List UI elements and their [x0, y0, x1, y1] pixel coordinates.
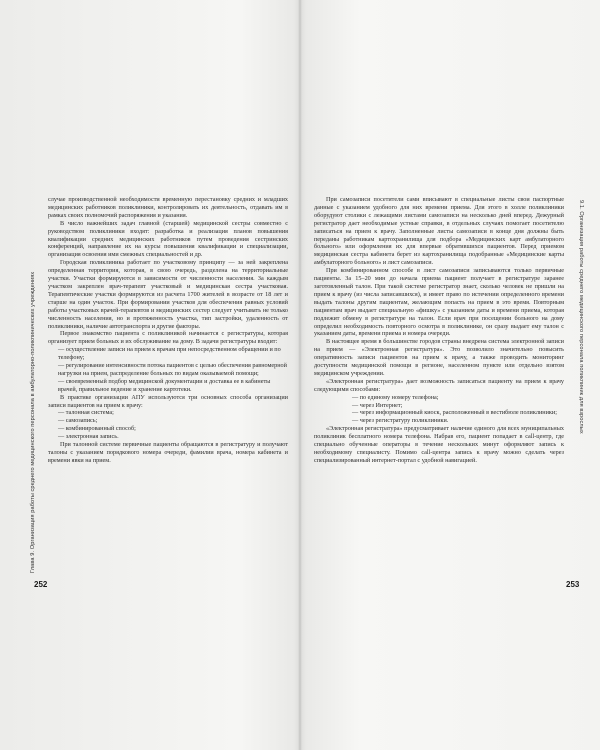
page-number-right: 253: [566, 580, 580, 589]
paragraph: Первое знакомство пациента с поликлиникой начинается с регистратуры, которая организует прием больных и их обслуживание на дому. В задачи регистратуры входит:: [48, 330, 288, 346]
left-page-body: [48, 196, 288, 465]
running-head-right: 9.1. Организация работы среднего медицинского персонала поликлиник для взрослых: [578, 200, 584, 434]
list-item: — своевременный подбор медицинской документации и доставка ее в кабинеты врачей, правильное ведение и хранение картотеки.: [58, 377, 271, 393]
right-page: [314, 196, 576, 586]
right-page-body: [314, 196, 564, 465]
paragraph: В практике организации АПУ используются три основных способа организации записи пациентов на прием к врачу:: [48, 393, 288, 409]
list-item: — комбинированный способ;: [58, 425, 136, 433]
list-item: — талонная система;: [58, 409, 114, 417]
running-head-left: Глава 9. Организация работы среднего медицинского персонала в амбулаторно-поликлинических учреждениях: [30, 271, 36, 573]
paragraph: При талонной системе первичные пациенты обращаются в регистратуру и получают талоны с указанием порядкового номера очереди, фамилии врача, номера кабинета и времени явки на прием.: [48, 441, 288, 464]
list-item: — самозапись;: [58, 417, 98, 425]
list-item: — осуществление записи на прием к врачам при непосредственном обращении и по телефону;: [58, 346, 281, 362]
paragraph: «Электронная регистратура» предусматривает наличие единого для всех муниципальных поликлиник бесплатного номера телефона. Набрав его, пациент попадает в call-центр, где специально обученные операторы в течение нескольких минут оформляют запись к необходимому специалисту. Помимо call-центра запись к врачу можно сделать через специализированный интернет-портал с удобной навигацией.: [314, 425, 564, 464]
paragraph: При самозаписи посетители сами вписывают в специальные листы свои паспортные данные с указанием удобного для них времени приема. Для этого в холле поликлиники оборудуют столики с лежащими листами самозаписи на несколько дней вперед. Дежурный регистратор дает необходимые устные справки, в отдельных случаях помогает посетителю записаться на прием к врачу. Заполненные листы самозаписи в конце дня должны быть переданы работникам картохранилища для подбора «Медицинских карт амбулаторного больного» или оформления их для впервые обратившихся пациентов. Перед приемом медицинская сестра кабинета берет из картохранилища подобранные «Медицинские карты амбулаторного больного» и лист самозаписи.: [314, 196, 564, 267]
book-gutter: [298, 0, 302, 750]
list-item: — электронная запись.: [58, 433, 119, 441]
list-item: — через информационный киоск, расположенный в вестибюле поликлиники;: [352, 409, 557, 417]
list-item: — по единому номеру телефона;: [352, 393, 439, 401]
paragraph: В число важнейших задач главной (старшей) медицинской сестры совместно с руководством поликлиники входят: разработка и реализация планов повышения квалификации средних медицинских работников путем проведения сестринских конференций, направление их на курсы повышения квалификации и специализации, организация освоения ими смежных специальностей и др.: [48, 219, 288, 259]
list-item: — регулирование интенсивности потока пациентов с целью обеспечения равномерной нагрузки на прием, распределение больных по видам оказываемой помощи;: [58, 362, 287, 377]
list-item: — через регистратуру поликлиники.: [352, 417, 449, 425]
paragraph: случае производственной необходимости временную перестановку средних и младших медицинских работников поликлиники, контролировать их деятельность, отдавать им в рамках своих полномочий распоряжения и указания.: [48, 196, 288, 219]
paragraph: При комбинированном способе в лист самозаписи записываются только первичные пациенты. За 15–20 мин до начала приема пациент получает в регистратуре заранее заготовленный талон. При такой системе регистратор знает, сколько человек не пришли на прием к врачу (из числа записавшихся), и имеет право по истечении определенного времени выдать талоны другим пациентам, желающим попасть на прием в это время. Повторным пациентам врач выдает специальную «фишку» с указанием даты и времени приема, которая подлежит обмену в регистратуре на талон. Если врач при посещении больного на дому определил необходимость повторного осмотра в поликлинике, он сразу выдает ему талон с указанием даты, времени приема и номера очереди.: [314, 267, 564, 338]
left-page: [40, 196, 288, 586]
paragraph: В настоящее время в большинстве городов страны внедрена система электронной записи на прием — «Электронная регистратура». Это позволило значительно повысить оперативность записи пациентов на прием к врачу, а также проводить мониторинг доступности медицинской помощи в регионе, населенном пункте или отдельно взятом медицинском учреждении.: [314, 338, 564, 377]
page-number-left: 252: [34, 580, 48, 589]
list-item: — через Интернет;: [352, 401, 403, 409]
paragraph: «Электронная регистратура» дает возможность записаться пациенту на прием к врачу следующими способами:: [314, 377, 564, 393]
paragraph: Городская поликлиника работает по участковому принципу — за ней закреплена определенная территория, которая, в свою очередь, разделена на территориальные участки. Участки формируются в зависимости от численности населения. За каждым участком закреплен врач-терапевт участковый и медицинская сестра участковая. Терапевтические участки формируются из расчета 1700 жителей в возрасте от 18 лет и старше на один участок. При формировании участков для обеспечения равных условий работы участковых врачей-терапевтов и медицинских сестер следует учитывать не только численность населения, но и протяженность участка, тип застройки, удаленность от поликлиники, наличие автотранспорта и другие факторы.: [48, 259, 288, 330]
